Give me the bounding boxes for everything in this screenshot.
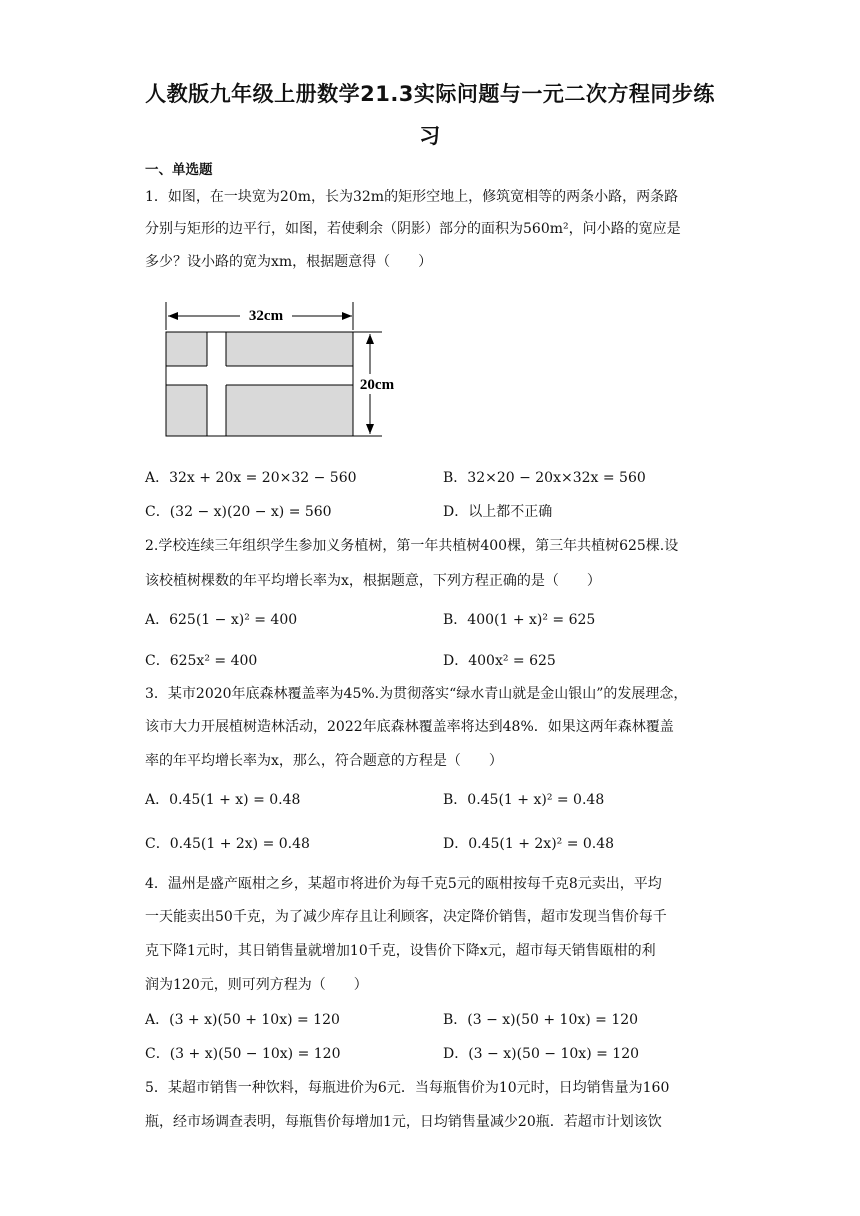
q1-option-d: D．以上都不正确 [443, 504, 553, 520]
q1-text-line-1: 1．如图，在一块宽为20m，长为32m的矩形空地上，修筑宽相等的两条小路，两条路 [145, 189, 679, 205]
q4-text-line-2: 一天能卖出50千克，为了减少库存且让利顾客，决定降价销售，超市发现当售价每千 [145, 909, 667, 925]
q3-option-b: B．0.45(1 + x)² = 0.48 [443, 792, 605, 808]
q3-option-d: D．0.45(1 + 2x)² = 0.48 [443, 836, 615, 852]
width-arrow-left [168, 312, 178, 320]
q3-option-a: A．0.45(1 + x) = 0.48 [145, 792, 301, 808]
height-arrow-top [366, 334, 374, 344]
q4-option-b: B．(3 − x)(50 + 10x) = 120 [443, 1012, 639, 1028]
q1-option-c: C．(32 − x)(20 − x) = 560 [145, 504, 332, 520]
q1-text-line-2: 分别与矩形的边平行，如图，若使剩余（阴影）部分的面积为560m²，问小路的宽应是 [145, 221, 681, 237]
height-label: 20cm [359, 377, 395, 393]
section-heading: 一、单选题 [145, 162, 213, 178]
q1-option-b: B．32×20 − 20x×32x = 560 [443, 470, 646, 486]
q4-option-d: D．(3 − x)(50 − 10x) = 120 [443, 1046, 640, 1062]
q3-text-line-1: 3．某市2020年底森林覆盖率为45%.为贯彻落实“绿水青山就是金山银山”的发展理念， [145, 686, 688, 702]
q2-option-b: B．400(1 + x)² = 625 [443, 612, 596, 628]
q4-option-a: A．(3 + x)(50 + 10x) = 120 [145, 1012, 340, 1028]
q3-option-c: C．0.45(1 + 2x) = 0.48 [145, 836, 310, 852]
q1-text-line-3: 多少？设小路的宽为xm，根据题意得（ ） [145, 254, 433, 270]
q1-option-a: A．32x + 20x = 20×32 − 560 [145, 470, 357, 486]
q4-text-line-4: 润为120元，则可列方程为（ ） [145, 977, 368, 993]
horizontal-road [166, 366, 353, 385]
q2-text-line-1: 2.学校连续三年组织学生参加义务植树，第一年共植树400棵，第三年共植树625棵.设 [145, 538, 679, 554]
doc-title-line-1: 人教版九年级上册数学21.3实际问题与一元二次方程同步练 [145, 82, 715, 106]
doc-title-line-2: 习 [419, 124, 441, 148]
width-arrow-right [342, 312, 352, 320]
q5-text-line-2: 瓶，经市场调查表明，每瓶售价每增加1元，日均销售量减少20瓶．若超市计划该饮 [145, 1114, 662, 1130]
q3-text-line-2: 该市大力开展植树造林活动，2022年底森林覆盖率将达到48%．如果这两年森林覆盖 [145, 719, 674, 735]
q4-text-line-3: 克下降1元时，其日销售量就增加10千克，设售价下降x元，超市每天销售瓯柑的利 [145, 943, 656, 959]
q2-option-d: D．400x² = 625 [443, 653, 556, 669]
q4-option-c: C．(3 + x)(50 − 10x) = 120 [145, 1046, 341, 1062]
q5-text-line-1: 5．某超市销售一种饮料，每瓶进价为6元．当每瓶售价为10元时，日均销售量为160 [145, 1080, 670, 1096]
height-arrow-bottom [366, 424, 374, 434]
q2-option-c: C．625x² = 400 [145, 653, 258, 669]
width-label: 32cm [248, 308, 284, 324]
q2-option-a: A．625(1 − x)² = 400 [145, 612, 298, 628]
q2-text-line-2: 该校植树棵数的年平均增长率为x，根据题意，下列方程正确的是（ ） [145, 573, 601, 589]
q4-text-line-1: 4．温州是盛产瓯柑之乡，某超市将进价为每千克5元的瓯柑按每千克8元卖出，平均 [145, 876, 662, 892]
q1-rectangle-figure [160, 298, 400, 438]
q3-text-line-3: 率的年平均增长率为x，那么，符合题意的方程是（ ） [145, 753, 503, 769]
